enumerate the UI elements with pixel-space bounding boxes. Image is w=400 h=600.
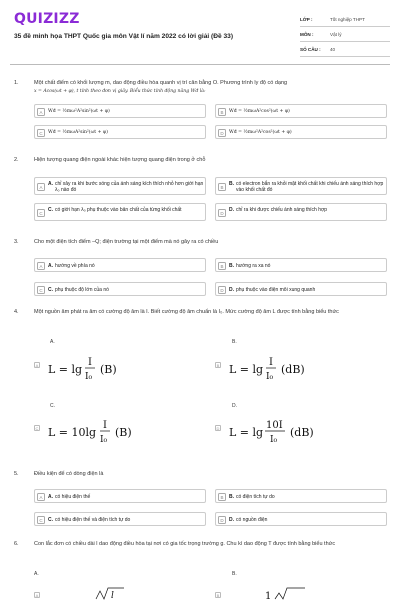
option-text: chỉ xảy ra khi bước sóng của ánh sáng kích thích nhỏ hơn giới hạn λ₀ nào đó <box>55 180 204 193</box>
option-b[interactable] <box>215 258 387 272</box>
option-text: có electron bắn ra khỏi mặt khối chất khi chiếu ánh sáng thích hợp vào khối chất đó <box>236 180 384 193</box>
svg-text:l: l <box>111 591 114 600</box>
question-number: 3. <box>14 239 19 245</box>
option-d[interactable] <box>215 203 387 221</box>
formula-unit: (B) <box>100 363 117 376</box>
formula-numerator: I <box>103 420 107 431</box>
question-4 <box>10 309 390 459</box>
option-badge: D <box>218 209 226 217</box>
option-text: hướng về phía nó <box>55 263 95 269</box>
option-a[interactable] <box>34 177 206 195</box>
document-title: 35 đề minh họa THPT Quốc gia môn Vật lí năm 2022 có lời giải (Đề 33) <box>14 33 234 40</box>
option-badge: D <box>218 286 226 294</box>
option-letter: D. <box>232 403 237 409</box>
option-badge: A <box>35 593 39 598</box>
option-badge: B <box>218 108 226 116</box>
question-number: 5. <box>14 471 19 477</box>
meta-value: Tốt nghiệp THPT <box>330 16 365 22</box>
option-letter: D. <box>229 517 234 523</box>
option-letter: B. <box>229 494 234 500</box>
option-a[interactable] <box>34 104 206 118</box>
formula-denominator: I₀ <box>270 435 278 445</box>
question-text: Điều kiện để có dòng điện là <box>34 471 104 477</box>
option-letter: B. <box>232 339 237 345</box>
option-letter: A. <box>48 263 53 269</box>
question-number: 6. <box>14 541 19 547</box>
formula-pre: L = lg <box>48 363 83 376</box>
option-letter: D. <box>229 287 234 293</box>
meta-label: MÔN : <box>300 31 314 37</box>
option-d[interactable] <box>215 512 387 526</box>
option-letter: A. <box>48 181 53 187</box>
option-badge: A <box>37 262 45 270</box>
formula-numerator: I <box>88 357 92 368</box>
question-formula-line: x = Acos(ωt + φ), t tính theo đơn vị giây. Biểu thức tính động năng Wđ là: <box>34 88 206 94</box>
option-b[interactable] <box>215 104 387 118</box>
meta-value: Vật lý <box>330 31 342 37</box>
option-badge: D <box>216 426 220 431</box>
option-letter: A. <box>34 571 39 577</box>
option-a[interactable] <box>34 258 206 272</box>
option-d[interactable] <box>215 125 387 139</box>
formula-c <box>48 417 168 447</box>
option-text: Wđ = ½mω²A²cos²(ωt + φ) <box>229 130 292 136</box>
formula-b-partial <box>265 587 325 600</box>
option-badge: C <box>37 286 45 294</box>
question-line: Một chất điểm có khối lượng m, dao động điều hòa quanh vị trí cân bằng O. Phương trình ly độ có dạng <box>34 80 288 86</box>
option-c[interactable] <box>34 512 206 526</box>
meta-label: LỚP : <box>300 16 313 22</box>
question-6 <box>10 541 390 600</box>
question-text: Cho một điện tích điểm –Q; điện trường tại một điểm mà nó gây ra có chiều <box>34 239 219 245</box>
option-text: Wđ = ½mωA²cos²(ωt + φ) <box>229 109 290 115</box>
option-badge: C <box>37 129 45 137</box>
option-b[interactable] <box>215 177 387 195</box>
formula-unit: (dB) <box>290 426 314 439</box>
option-text: có hiệu điện thế và điện tích tự do <box>55 517 131 523</box>
option-badge: D <box>218 129 226 137</box>
option-badge: B <box>216 363 220 368</box>
option-text: có điện tích tự do <box>236 494 275 500</box>
option-a[interactable] <box>34 489 206 503</box>
meta-value: 40 <box>330 46 336 52</box>
formula-numerator: I <box>269 357 273 368</box>
option-letter: A. <box>48 494 53 500</box>
option-badge: A <box>37 183 45 191</box>
question-text: Hiện tượng quang điện ngoài khác hiện tượng quang điện trong ở chỗ <box>34 157 206 163</box>
meta-label: SỐ CÂU : <box>300 46 321 52</box>
formula-denominator: I₀ <box>266 372 274 382</box>
option-b[interactable] <box>215 489 387 503</box>
option-letter: B. <box>229 263 234 269</box>
option-letter: D. <box>229 207 234 213</box>
option-letter: C. <box>48 207 53 213</box>
option-text: phụ thuộc độ lớn của nó <box>55 287 109 293</box>
option-text: Wđ = ½mωA²sin²(ωt + φ) <box>48 130 108 136</box>
option-letter: A. <box>50 339 55 345</box>
formula-unit: (dB) <box>281 363 305 376</box>
option-badge: D <box>218 516 226 524</box>
option-b[interactable] <box>215 587 385 600</box>
option-d[interactable] <box>215 282 387 296</box>
question-number: 2. <box>14 157 19 163</box>
option-badge: B <box>218 493 226 501</box>
option-c[interactable] <box>34 417 204 447</box>
option-a[interactable] <box>34 587 204 600</box>
formula-denominator: I₀ <box>85 372 93 382</box>
option-c[interactable] <box>34 282 206 296</box>
option-text: chỉ ra khi được chiếu ánh sáng thích hợp <box>236 206 328 213</box>
option-badge: B <box>218 262 226 270</box>
option-badge: A <box>37 108 45 116</box>
option-badge: A <box>35 363 39 368</box>
formula-unit: (B) <box>115 426 132 439</box>
formula-a-partial <box>94 587 134 600</box>
question-text: Con lắc đơn có chiều dài l dao động điều hòa tại nơi có gia tốc trọng trường g. Chu kì dao động T được tính bằng biểu thức <box>34 541 336 547</box>
question-2 <box>10 157 390 229</box>
option-letter: B. <box>229 181 234 187</box>
option-d[interactable] <box>215 417 385 447</box>
formula-b <box>229 354 349 384</box>
option-text: có nguồn điện <box>236 517 268 523</box>
formula-pre: L = 10lg <box>48 426 97 439</box>
formula-d <box>229 417 349 447</box>
option-text: Wđ = ½mω²A²sin²(ωt + φ) <box>48 109 110 115</box>
question-text <box>34 80 384 95</box>
formula-denominator: I₀ <box>100 435 108 445</box>
question-1 <box>10 80 390 150</box>
svg-text:1: 1 <box>265 591 272 600</box>
option-text: phụ thuộc vào điện môi xung quanh <box>236 287 316 293</box>
question-5 <box>10 471 390 531</box>
option-letter: C. <box>48 287 53 293</box>
meta-row-count <box>300 42 390 57</box>
option-b[interactable] <box>215 354 385 384</box>
option-c[interactable] <box>34 125 206 139</box>
question-text: Một nguồn âm phát ra âm có cường độ âm là I. Biết cường độ âm chuẩn là I₀. Mức cường độ âm L được tính bằng biểu thức <box>34 309 339 315</box>
header <box>0 0 400 62</box>
question-3 <box>10 239 390 301</box>
option-badge: B <box>218 183 226 191</box>
meta-table <box>300 12 390 57</box>
meta-row-subject <box>300 27 390 42</box>
option-c[interactable] <box>34 203 206 221</box>
formula-a <box>48 354 168 384</box>
header-divider <box>10 64 390 65</box>
option-badge: C <box>35 426 39 431</box>
option-letter: B. <box>232 571 237 577</box>
option-badge: C <box>37 209 45 217</box>
option-letter: C. <box>48 517 53 523</box>
formula-pre: L = lg <box>229 363 264 376</box>
option-badge: B <box>216 593 220 598</box>
question-number: 4. <box>14 309 19 315</box>
option-badge: C <box>37 516 45 524</box>
quizizz-logo: QUIZIZZ <box>14 11 80 27</box>
option-text: có hiệu điện thế <box>55 494 91 500</box>
question-number: 1. <box>14 80 19 86</box>
meta-row-class <box>300 12 390 27</box>
option-a[interactable] <box>34 354 204 384</box>
option-letter: C. <box>50 403 55 409</box>
option-text: có giới hạn λ₀ phụ thuộc vào bản chất của từng khối chất <box>55 206 182 213</box>
option-badge: A <box>37 493 45 501</box>
formula-pre: L = lg <box>229 426 264 439</box>
option-text: hướng ra xa nó <box>236 263 271 269</box>
formula-numerator: 10I <box>266 420 283 431</box>
